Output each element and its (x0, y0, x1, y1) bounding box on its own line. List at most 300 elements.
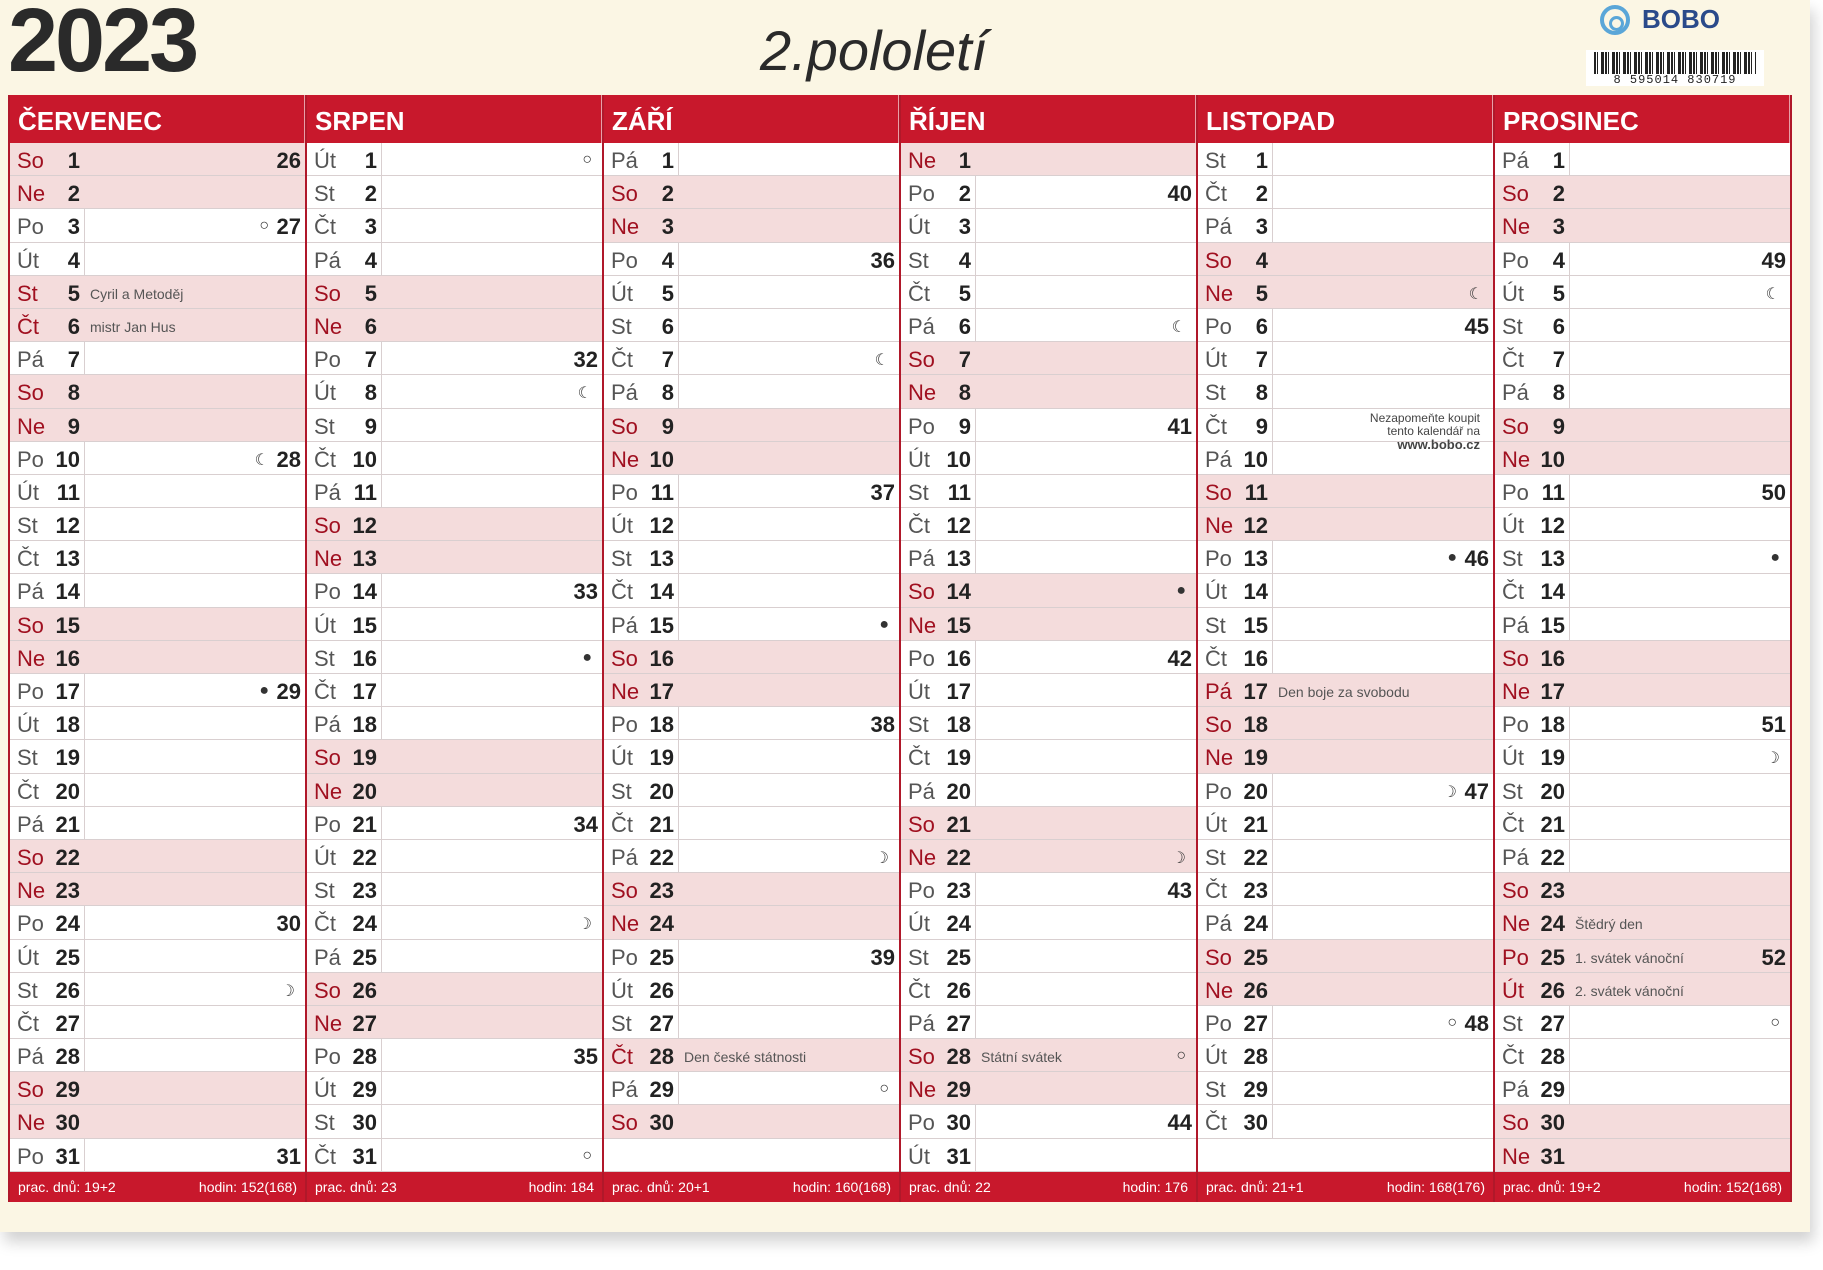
weekday-label: St (314, 878, 335, 904)
day-number: 22 (55, 844, 80, 870)
month-column (901, 95, 1198, 1202)
weekday-label: Čt (908, 745, 930, 771)
day-row (307, 541, 602, 574)
day-note-cell (1569, 475, 1790, 507)
moon-phase-icon: ☽ (1442, 783, 1457, 801)
day-note-cell (1272, 243, 1493, 275)
day-row (1198, 906, 1493, 939)
day-row (307, 442, 602, 475)
weekday-label: Ne (314, 1010, 343, 1036)
day-note-cell (84, 375, 305, 407)
day-note-cell (1272, 807, 1493, 839)
day-row (10, 541, 305, 574)
day-number: 12 (1540, 513, 1565, 539)
weekday-label: Po (1205, 1010, 1232, 1036)
moon-phase-icon: ● (879, 615, 889, 633)
day-row (10, 840, 305, 873)
day-row (10, 641, 305, 674)
day-note-cell (84, 1139, 305, 1171)
day-number: 4 (661, 247, 674, 273)
day-note-cell (975, 574, 1196, 606)
weekday-label: Po (908, 1110, 935, 1136)
day-number: 22 (1540, 844, 1565, 870)
day-note-cell (975, 143, 1196, 175)
day-number: 22 (352, 844, 377, 870)
weekday-label: So (17, 148, 44, 173)
weekday-label: So (17, 612, 44, 638)
week-number: 47 (1464, 778, 1489, 804)
weekday-label: Čt (908, 280, 930, 306)
month-column (307, 95, 604, 1202)
day-number: 22 (1243, 844, 1268, 870)
day-row (10, 774, 305, 807)
day-row (307, 209, 602, 242)
weekday-label: Ne (1205, 977, 1234, 1003)
day-row (901, 1006, 1196, 1039)
weekday-label: St (17, 513, 38, 539)
weekday-label: Út (17, 479, 39, 505)
day-note-cell (975, 740, 1196, 772)
day-number: 3 (958, 214, 971, 240)
day-note-cell (678, 508, 899, 540)
weekday-label: St (908, 247, 929, 273)
weekday-label: Čt (314, 911, 336, 937)
day-note-cell (1569, 176, 1790, 208)
day-row (1495, 774, 1790, 807)
weekday-label: Po (1502, 247, 1529, 273)
day-number: 19 (55, 745, 80, 771)
day-row (1198, 375, 1493, 408)
barcode-number: 8 595014 830719 (1613, 73, 1737, 87)
day-row (1198, 807, 1493, 840)
day-number: 20 (352, 778, 377, 804)
day-number: 6 (958, 313, 971, 339)
weekday-label: Čt (1502, 347, 1524, 373)
day-row (1198, 541, 1493, 574)
promo-line-2: tento kalendář na (1387, 424, 1480, 438)
day-row (1495, 740, 1790, 773)
day-note-cell (975, 807, 1196, 839)
day-note-cell (381, 541, 602, 573)
day-row (604, 409, 899, 442)
day-row (604, 1039, 899, 1072)
day-number: 7 (1255, 347, 1268, 373)
day-note-cell (84, 973, 305, 1005)
weekday-label: Út (314, 844, 336, 870)
day-row (604, 276, 899, 309)
day-number: 14 (649, 579, 674, 605)
weekday-label: So (17, 380, 44, 406)
day-note-cell (1569, 1139, 1790, 1171)
day-row (901, 840, 1196, 873)
day-number: 30 (649, 1110, 674, 1136)
day-row (901, 409, 1196, 442)
day-row (307, 409, 602, 442)
day-note-cell (1569, 740, 1790, 772)
day-row (604, 906, 899, 939)
weekday-label: Po (611, 712, 638, 738)
day-number: 26 (1540, 977, 1565, 1003)
weekday-label: Čt (1205, 645, 1227, 671)
day-note-cell (381, 608, 602, 640)
day-row (1495, 1105, 1790, 1138)
week-number: 52 (1761, 944, 1786, 970)
month-footer (1198, 1172, 1493, 1202)
day-note-cell (1569, 774, 1790, 806)
day-row (307, 840, 602, 873)
day-number: 11 (1541, 479, 1565, 505)
day-note-cell (84, 906, 305, 938)
day-number: 11 (650, 479, 674, 505)
day-number: 4 (958, 247, 971, 273)
day-number: 27 (1540, 1010, 1565, 1036)
weekday-label: Ne (611, 214, 640, 240)
weekday-label: So (314, 977, 341, 1003)
day-number: 29 (649, 1077, 674, 1103)
day-row (604, 807, 899, 840)
day-note-cell (678, 475, 899, 507)
day-row (1495, 1039, 1790, 1072)
day-note-cell (975, 342, 1196, 374)
weekday-label: Čt (1205, 413, 1227, 439)
day-number: 8 (364, 380, 377, 406)
day-row (1198, 940, 1493, 973)
weekday-label: St (908, 944, 929, 970)
day-note-cell (975, 1105, 1196, 1137)
months-grid (8, 95, 1786, 1202)
week-number: 49 (1761, 247, 1786, 273)
day-number: 24 (352, 911, 377, 937)
weekday-label: Ne (1502, 679, 1531, 704)
weekday-label: Pá (1205, 446, 1232, 472)
day-note-cell (678, 243, 899, 275)
day-row (1198, 740, 1493, 773)
week-number: 37 (870, 479, 895, 505)
day-row (604, 309, 899, 342)
weekday-label: Po (908, 878, 935, 904)
weekday-label: Po (611, 479, 638, 505)
day-row (901, 309, 1196, 342)
day-number: 13 (1540, 546, 1565, 572)
day-note-cell (1569, 674, 1790, 706)
day-note-cell (1272, 873, 1493, 905)
weekday-label: Ne (1502, 911, 1531, 937)
day-number: 20 (946, 778, 971, 804)
day-number: 18 (352, 712, 377, 738)
weekday-label: Po (1502, 479, 1529, 505)
month-column (1198, 95, 1495, 1202)
weekday-label: Út (17, 944, 39, 970)
day-row (901, 740, 1196, 773)
day-row (307, 143, 602, 176)
weekday-label: St (1502, 546, 1523, 572)
weekday-label: Čt (1205, 878, 1227, 904)
day-row (307, 1139, 602, 1172)
day-number: 29 (1243, 1077, 1268, 1103)
day-number: 23 (1540, 878, 1565, 904)
weekday-label: Út (908, 1143, 930, 1169)
weekday-label: Pá (17, 347, 44, 373)
day-row (10, 508, 305, 541)
day-row (1495, 475, 1790, 508)
day-row (10, 1006, 305, 1039)
day-note-cell (1272, 176, 1493, 208)
weekday-label: Pá (1205, 214, 1232, 240)
day-row (10, 243, 305, 276)
weekday-label: Pá (1205, 911, 1232, 937)
day-number: 16 (55, 645, 80, 671)
weekday-label: Út (314, 380, 336, 406)
day-note-cell (84, 740, 305, 772)
weekday-label: Pá (611, 844, 638, 870)
weekday-label: Ne (908, 844, 937, 870)
weekday-label: Pá (611, 148, 638, 173)
day-row (307, 309, 602, 342)
day-number: 24 (1243, 911, 1268, 937)
month-name: SRPEN (307, 95, 602, 143)
day-number: 20 (1540, 778, 1565, 804)
day-row (604, 574, 899, 607)
day-row (1495, 906, 1790, 939)
day-number: 5 (661, 280, 674, 306)
day-number: 26 (55, 977, 80, 1003)
week-number: 40 (1167, 181, 1192, 207)
day-number: 20 (1243, 778, 1268, 804)
day-note-cell (1569, 143, 1790, 175)
moon-phase-icon: ○ (1770, 1013, 1780, 1031)
day-note-cell (1272, 707, 1493, 739)
weekday-label: So (1205, 247, 1232, 273)
weekday-label: Po (611, 944, 638, 970)
day-number: 28 (649, 1044, 674, 1070)
day-number: 8 (67, 380, 80, 406)
day-note-cell (1272, 740, 1493, 772)
day-number: 25 (946, 944, 971, 970)
month-name: ŘÍJEN (901, 95, 1196, 143)
day-note-cell (381, 409, 602, 441)
day-row (1495, 143, 1790, 176)
weekday-label: Po (1205, 546, 1232, 572)
day-number: 20 (55, 778, 80, 804)
day-number: 3 (1255, 214, 1268, 240)
day-number: 31 (352, 1143, 377, 1169)
day-note-cell (678, 409, 899, 441)
weekday-label: Út (1502, 513, 1524, 539)
day-note-cell (381, 641, 602, 673)
day-number: 30 (1243, 1110, 1268, 1136)
day-row (901, 176, 1196, 209)
day-note-cell (975, 873, 1196, 905)
day-number: 27 (1243, 1010, 1268, 1036)
day-row (1495, 574, 1790, 607)
moon-phase-icon: ○ (1447, 1013, 1457, 1031)
day-note-cell (381, 508, 602, 540)
day-number: 23 (649, 878, 674, 904)
moon-phase-icon: ☾ (874, 352, 889, 370)
weekday-label: St (611, 778, 632, 804)
day-row (307, 940, 602, 973)
day-number: 9 (1552, 413, 1565, 439)
day-number: 27 (649, 1010, 674, 1036)
weekday-label: So (314, 513, 341, 539)
day-note-cell (1272, 375, 1493, 407)
holiday-note: 2. svátek vánoční (1575, 982, 1684, 999)
weekday-label: Čt (1205, 1110, 1227, 1136)
day-row (604, 176, 899, 209)
weekday-label: St (1205, 380, 1226, 406)
day-note-cell (1272, 641, 1493, 673)
day-row (1495, 309, 1790, 342)
weekday-label: Pá (1502, 380, 1529, 406)
day-row (1198, 774, 1493, 807)
day-number: 5 (1552, 280, 1565, 306)
moon-phase-icon: ● (1176, 582, 1186, 600)
day-row (604, 740, 899, 773)
month-name: ZÁŘÍ (604, 95, 899, 143)
day-row (901, 574, 1196, 607)
moon-phase-icon: ☾ (1171, 318, 1186, 336)
day-row (901, 541, 1196, 574)
weekday-label: Po (314, 579, 341, 605)
day-note-cell (678, 608, 899, 640)
month-footer (901, 1172, 1196, 1202)
weekday-label: Ne (314, 778, 343, 804)
week-number: 41 (1167, 413, 1192, 439)
week-number: 36 (870, 247, 895, 273)
day-note-cell (975, 774, 1196, 806)
promo-line-1: Nezapomeňte koupit (1369, 411, 1480, 425)
month-column (604, 95, 901, 1202)
weekday-label: St (1502, 1010, 1523, 1036)
day-row (604, 243, 899, 276)
weekday-label: Pá (17, 811, 44, 837)
barcode-bars (1594, 52, 1756, 74)
day-number: 28 (352, 1044, 377, 1070)
day-number: 10 (946, 446, 971, 472)
month-name: ČERVENEC (10, 95, 305, 143)
day-note-cell (84, 707, 305, 739)
day-row (1495, 707, 1790, 740)
day-number: 25 (649, 944, 674, 970)
day-note-cell (381, 209, 602, 241)
day-note-cell (84, 840, 305, 872)
week-number: 27 (276, 214, 301, 240)
barcode (1586, 50, 1764, 86)
day-note-cell (381, 740, 602, 772)
weekday-label: Po (908, 645, 935, 671)
moon-phase-icon: ● (1770, 549, 1780, 567)
day-note-cell (678, 973, 899, 1005)
day-number: 31 (1540, 1143, 1565, 1169)
weekday-label: Pá (611, 380, 638, 406)
holiday-note: Štědrý den (1575, 916, 1643, 933)
day-number: 15 (1540, 612, 1565, 638)
day-row (1495, 674, 1790, 707)
weekday-label: Pá (314, 944, 341, 970)
day-note-cell (975, 375, 1196, 407)
day-row (307, 508, 602, 541)
weekday-label: Čt (611, 811, 633, 837)
day-row (604, 641, 899, 674)
day-row (1198, 641, 1493, 674)
day-row (1198, 873, 1493, 906)
day-row (604, 442, 899, 475)
weekday-label: Po (1205, 313, 1232, 339)
day-number: 7 (661, 347, 674, 373)
day-number: 14 (352, 579, 377, 605)
day-row (604, 940, 899, 973)
weekday-label: Čt (17, 778, 39, 804)
day-note-cell (678, 143, 899, 175)
day-number: 2 (1552, 181, 1565, 207)
day-number: 21 (1540, 811, 1565, 837)
day-note-cell (1569, 508, 1790, 540)
moon-phase-icon: ☽ (1171, 849, 1186, 867)
day-row (901, 973, 1196, 1006)
weekday-label: So (17, 1077, 44, 1103)
day-number: 22 (946, 844, 971, 870)
day-number: 13 (352, 546, 377, 572)
day-number: 19 (352, 745, 377, 771)
day-row (10, 740, 305, 773)
weekday-label: Pá (908, 778, 935, 804)
day-number: 29 (1540, 1077, 1565, 1103)
weekday-label: Út (611, 513, 633, 539)
weekday-label: Ne (1502, 214, 1531, 240)
weekday-label: Út (908, 911, 930, 937)
day-row (307, 276, 602, 309)
week-number: 44 (1167, 1110, 1192, 1136)
day-note-cell (1272, 973, 1493, 1005)
weekday-label: Čt (611, 1044, 633, 1070)
day-row (901, 774, 1196, 807)
day-row (901, 442, 1196, 475)
day-note-cell (381, 1006, 602, 1038)
day-row (604, 873, 899, 906)
day-row (1495, 541, 1790, 574)
day-note-cell (678, 840, 899, 872)
moon-phase-icon: ☾ (1468, 285, 1483, 303)
day-row (10, 442, 305, 475)
moon-phase-icon: ● (259, 682, 269, 699)
weekday-label: So (1205, 944, 1232, 970)
day-row (307, 342, 602, 375)
weekday-label: St (17, 977, 38, 1003)
day-note-cell (1272, 541, 1493, 573)
weekday-label: St (611, 1010, 632, 1036)
week-number: 43 (1167, 878, 1192, 904)
holiday-note: 1. svátek vánoční (1575, 949, 1684, 966)
day-row (307, 1072, 602, 1105)
day-number: 6 (364, 313, 377, 339)
day-number: 26 (649, 977, 674, 1003)
day-note-cell (84, 176, 305, 208)
weekday-label: So (314, 280, 341, 306)
day-row (901, 1072, 1196, 1105)
day-note-cell (1272, 276, 1493, 308)
day-number: 30 (55, 1110, 80, 1136)
day-number: 7 (1552, 347, 1565, 373)
day-row (10, 674, 305, 707)
day-note-cell (975, 608, 1196, 640)
day-note-cell (678, 740, 899, 772)
day-note-cell (678, 940, 899, 972)
day-row (307, 641, 602, 674)
month-name: PROSINEC (1495, 95, 1790, 143)
month-footer (10, 1172, 305, 1202)
day-note-cell (678, 375, 899, 407)
weekday-label: Čt (314, 214, 336, 240)
